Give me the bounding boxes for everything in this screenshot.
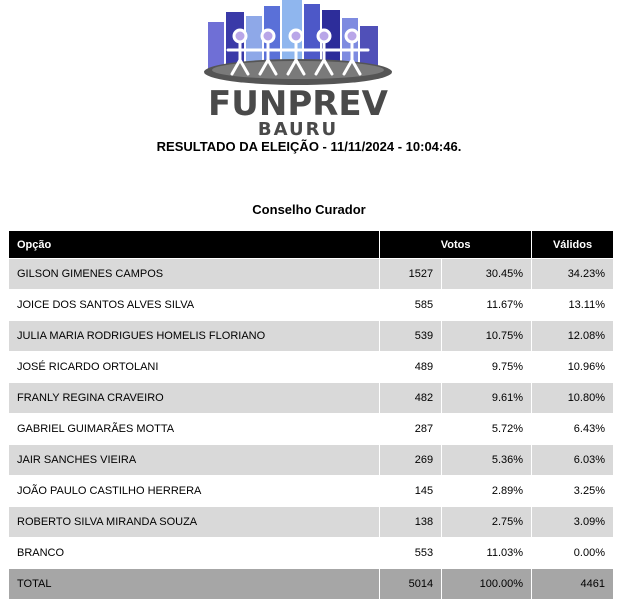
funprev-logo (198, 0, 398, 138)
vote-count: 287 (380, 414, 442, 445)
logo-text-funprev: FUNPREV (208, 84, 388, 124)
vote-count: 585 (380, 290, 442, 321)
table-row (9, 476, 614, 507)
valid-percent: 13.11% (532, 290, 614, 321)
vote-percent: 2.89% (442, 476, 532, 507)
table-row (9, 538, 614, 569)
vote-count: 489 (380, 352, 442, 383)
logo-graphic (198, 0, 398, 86)
table-row (9, 414, 614, 445)
vote-percent: 30.45% (442, 259, 532, 290)
result-title: RESULTADO DA ELEIÇÃO - 11/11/2024 - 10:04:46. (156, 139, 462, 154)
header-valid: Válidos (532, 231, 614, 259)
total-label: TOTAL (9, 569, 380, 600)
table-row (9, 445, 614, 476)
vote-percent: 11.67% (442, 290, 532, 321)
vote-count: 482 (380, 383, 442, 414)
header-option: Opção (9, 231, 380, 259)
table-row (9, 507, 614, 538)
table-row (9, 352, 614, 383)
total-percent: 100.00% (442, 569, 532, 600)
total-valid: 4461 (532, 569, 614, 600)
candidate-name: JOÃO PAULO CASTILHO HERRERA (9, 476, 380, 507)
logo-text-bauru: BAURU (257, 119, 339, 140)
candidate-name: GABRIEL GUIMARÃES MOTTA (9, 414, 380, 445)
vote-percent: 10.75% (442, 321, 532, 352)
valid-percent: 34.23% (532, 259, 614, 290)
vote-percent: 11.03% (442, 538, 532, 569)
results-table (8, 230, 614, 600)
valid-percent: 3.25% (532, 476, 614, 507)
vote-count: 269 (380, 445, 442, 476)
vote-count: 1527 (380, 259, 442, 290)
total-votes: 5014 (380, 569, 442, 600)
table-row (9, 321, 614, 352)
vote-percent: 5.72% (442, 414, 532, 445)
vote-count: 553 (380, 538, 442, 569)
total-row (9, 569, 614, 600)
vote-count: 145 (380, 476, 442, 507)
valid-percent: 10.96% (532, 352, 614, 383)
table-header-row (9, 231, 614, 259)
valid-percent: 10.80% (532, 383, 614, 414)
candidate-name: JOICE DOS SANTOS ALVES SILVA (9, 290, 380, 321)
candidate-name: GILSON GIMENES CAMPOS (9, 259, 380, 290)
valid-percent: 6.43% (532, 414, 614, 445)
table-row (9, 259, 614, 290)
table-row (9, 290, 614, 321)
table-row (9, 383, 614, 414)
candidate-name: JULIA MARIA RODRIGUES HOMELIS FLORIANO (9, 321, 380, 352)
vote-percent: 9.75% (442, 352, 532, 383)
vote-percent: 2.75% (442, 507, 532, 538)
candidate-name: JOSÉ RICARDO ORTOLANI (9, 352, 380, 383)
candidate-name: BRANCO (9, 538, 380, 569)
header-votes: Votos (380, 231, 532, 259)
section-title: Conselho Curador (252, 202, 366, 217)
valid-percent: 6.03% (532, 445, 614, 476)
candidate-name: JAIR SANCHES VIEIRA (9, 445, 380, 476)
valid-percent: 3.09% (532, 507, 614, 538)
vote-count: 539 (380, 321, 442, 352)
valid-percent: 0.00% (532, 538, 614, 569)
candidate-name: ROBERTO SILVA MIRANDA SOUZA (9, 507, 380, 538)
vote-percent: 9.61% (442, 383, 532, 414)
valid-percent: 12.08% (532, 321, 614, 352)
candidate-name: FRANLY REGINA CRAVEIRO (9, 383, 380, 414)
vote-count: 138 (380, 507, 442, 538)
vote-percent: 5.36% (442, 445, 532, 476)
